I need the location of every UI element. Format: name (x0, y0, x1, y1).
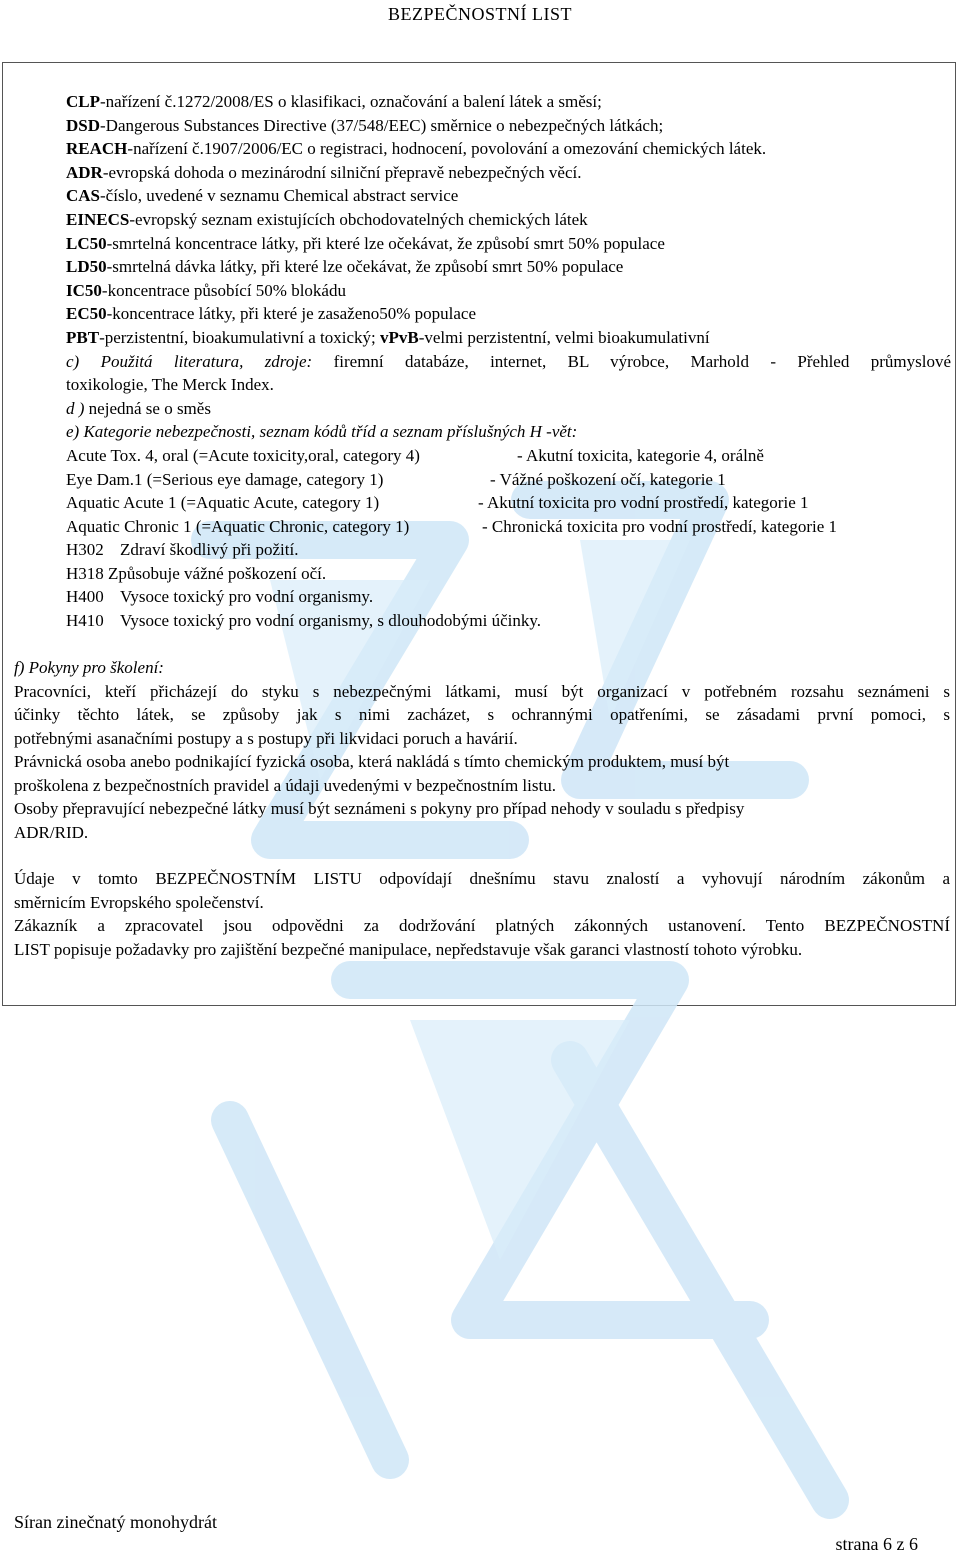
training-paragraph-1-line: Pracovníci, kteří přicházejí do styku s nebezpečnými látkami, musí být organizací v potřebném rozsahu seznámeni s (14, 681, 950, 701)
training-paragraph-2-line: proškolena z bezpečnostních pravidel a údaji uvedenými v bezpečnostním listu. (14, 775, 556, 795)
abbreviation-ic50: IC50-koncentrace působící 50% blokádu (66, 280, 346, 300)
footer-product-name: Síran zinečnatý monohydrát (14, 1512, 217, 1532)
footer-page-number: strana 6 z 6 (835, 1534, 918, 1554)
page-title: BEZPEČNOSTNÍ LIST (388, 4, 572, 24)
category-row: Aquatic Chronic 1 (=Aquatic Chronic, category 1) - Chronická toxicita pro vodní prostředí, kategorie 1 (66, 516, 838, 536)
abbreviation-ec50: EC50-koncentrace látky, při které je zasaženo50% populace (66, 304, 477, 324)
training-and-disclaimer-section (14, 656, 950, 961)
training-heading: f) Pokyny pro školení: (14, 658, 164, 677)
training-paragraph-3-line: Osoby přepravující nebezpečné látky musí být seznámeni s pokyny pro případ nehody v souladu s předpisy (14, 799, 745, 818)
abbreviation-cas: CAS-číslo, uvedené v seznamu Chemical abstract service (66, 186, 459, 206)
category-row: Aquatic Acute 1 (=Aquatic Acute, category 1) - Akutní toxicita pro vodní prostředí, kategorie 1 (66, 493, 809, 513)
abbreviations-section (66, 90, 951, 633)
abbreviation-ld50: LD50-smrtelná dávka látky, při které lze očekávat, že způsobí smrt 50% populace (66, 257, 624, 277)
literature-line-1: c) Použitá literatura, zdroje: firemní databáze, internet, BL výrobce, Marhold - Přehled průmyslové (66, 351, 951, 371)
abbreviation-lc50: LC50-smrtelná koncentrace látky, při které lze očekávat, že způsobí smrt 50% populace (66, 233, 665, 253)
category-row: Eye Dam.1 (=Serious eye damage, category 1) - Vážné poškození očí, kategorie 1 (66, 469, 726, 489)
training-paragraph-2-line: Právnická osoba anebo podnikající fyzická osoba, která nakládá s tímto chemickým produktem, musí být (14, 752, 730, 771)
categories-heading: e) Kategorie nebezpečnosti, seznam kódů tříd a seznam příslušných H -vět: (66, 422, 578, 442)
abbreviation-dsd: DSD-Dangerous Substances Directive (37/548/EEC) směrnice o nebezpečných látkách; (66, 115, 664, 135)
abbreviation-clp: CLP-nařízení č.1272/2008/ES o klasifikaci, označování a balení látek a směsí; (66, 92, 602, 111)
disclaimer-line: směrnicím Evropského společenství. (14, 892, 264, 912)
training-paragraph-1-line: účinky těchto látek, se způsoby jak s nimi zacházet, s ochrannými opatřeními, se zásadami první pomoci, s (14, 705, 950, 724)
h-statement-row: H400 Vysoce toxický pro vodní organismy. (66, 587, 374, 607)
abbreviation-einecs: EINECS-evropský seznam existujících obchodovatelných chemických látek (66, 209, 588, 229)
category-row: Acute Tox. 4, oral (=Acute toxicity,oral, category 4) - Akutní toxicita, kategorie 4, orálně (66, 445, 764, 465)
training-paragraph-3-line: ADR/RID. (14, 822, 89, 842)
training-paragraph-1-line: potřebnými asanačními postupy a s postupy při likvidaci poruch a havárií. (14, 728, 518, 748)
disclaimer-line: Zákazník a zpracovatel jsou odpovědni za dodržování platných zákonných ustanovení. Tento BEZPEČNOSTNÍ (14, 916, 950, 935)
abbreviation-adr: ADR-evropská dohoda o mezinárodní silniční přepravě nebezpečných věcí. (66, 162, 582, 182)
abbreviation-reach: REACH-nařízení č.1907/2006/EC o registraci, hodnocení, povolování a omezování chemických látek. (66, 139, 767, 159)
abbreviation-pbt-vpvb: PBT-perzistentní, bioakumulativní a toxický; vPvB-velmi perzistentní, velmi bioakumulativní (66, 327, 710, 347)
disclaimer-line: Údaje v tomto BEZPEČNOSTNÍM LISTU odpovídají dnešnímu stavu znalostí a vyhovují národním zákonům a (14, 869, 950, 888)
literature-line-2: toxikologie, The Merck Index. (66, 375, 274, 395)
h-statement-row: H302 Zdraví škodlivý při požití. (66, 540, 299, 560)
h-statement-row: H410 Vysoce toxický pro vodní organismy, s dlouhodobými účinky. (66, 611, 542, 631)
h-statement-row: H318 Způsobuje vážné poškození očí. (66, 563, 327, 583)
mixtures-note: d ) nejedná se o směs (66, 398, 211, 418)
disclaimer-line: LIST popisuje požadavky pro zajištění bezpečné manipulace, nepředstavuje však garanci vlastností tohoto výrobku. (14, 939, 803, 959)
